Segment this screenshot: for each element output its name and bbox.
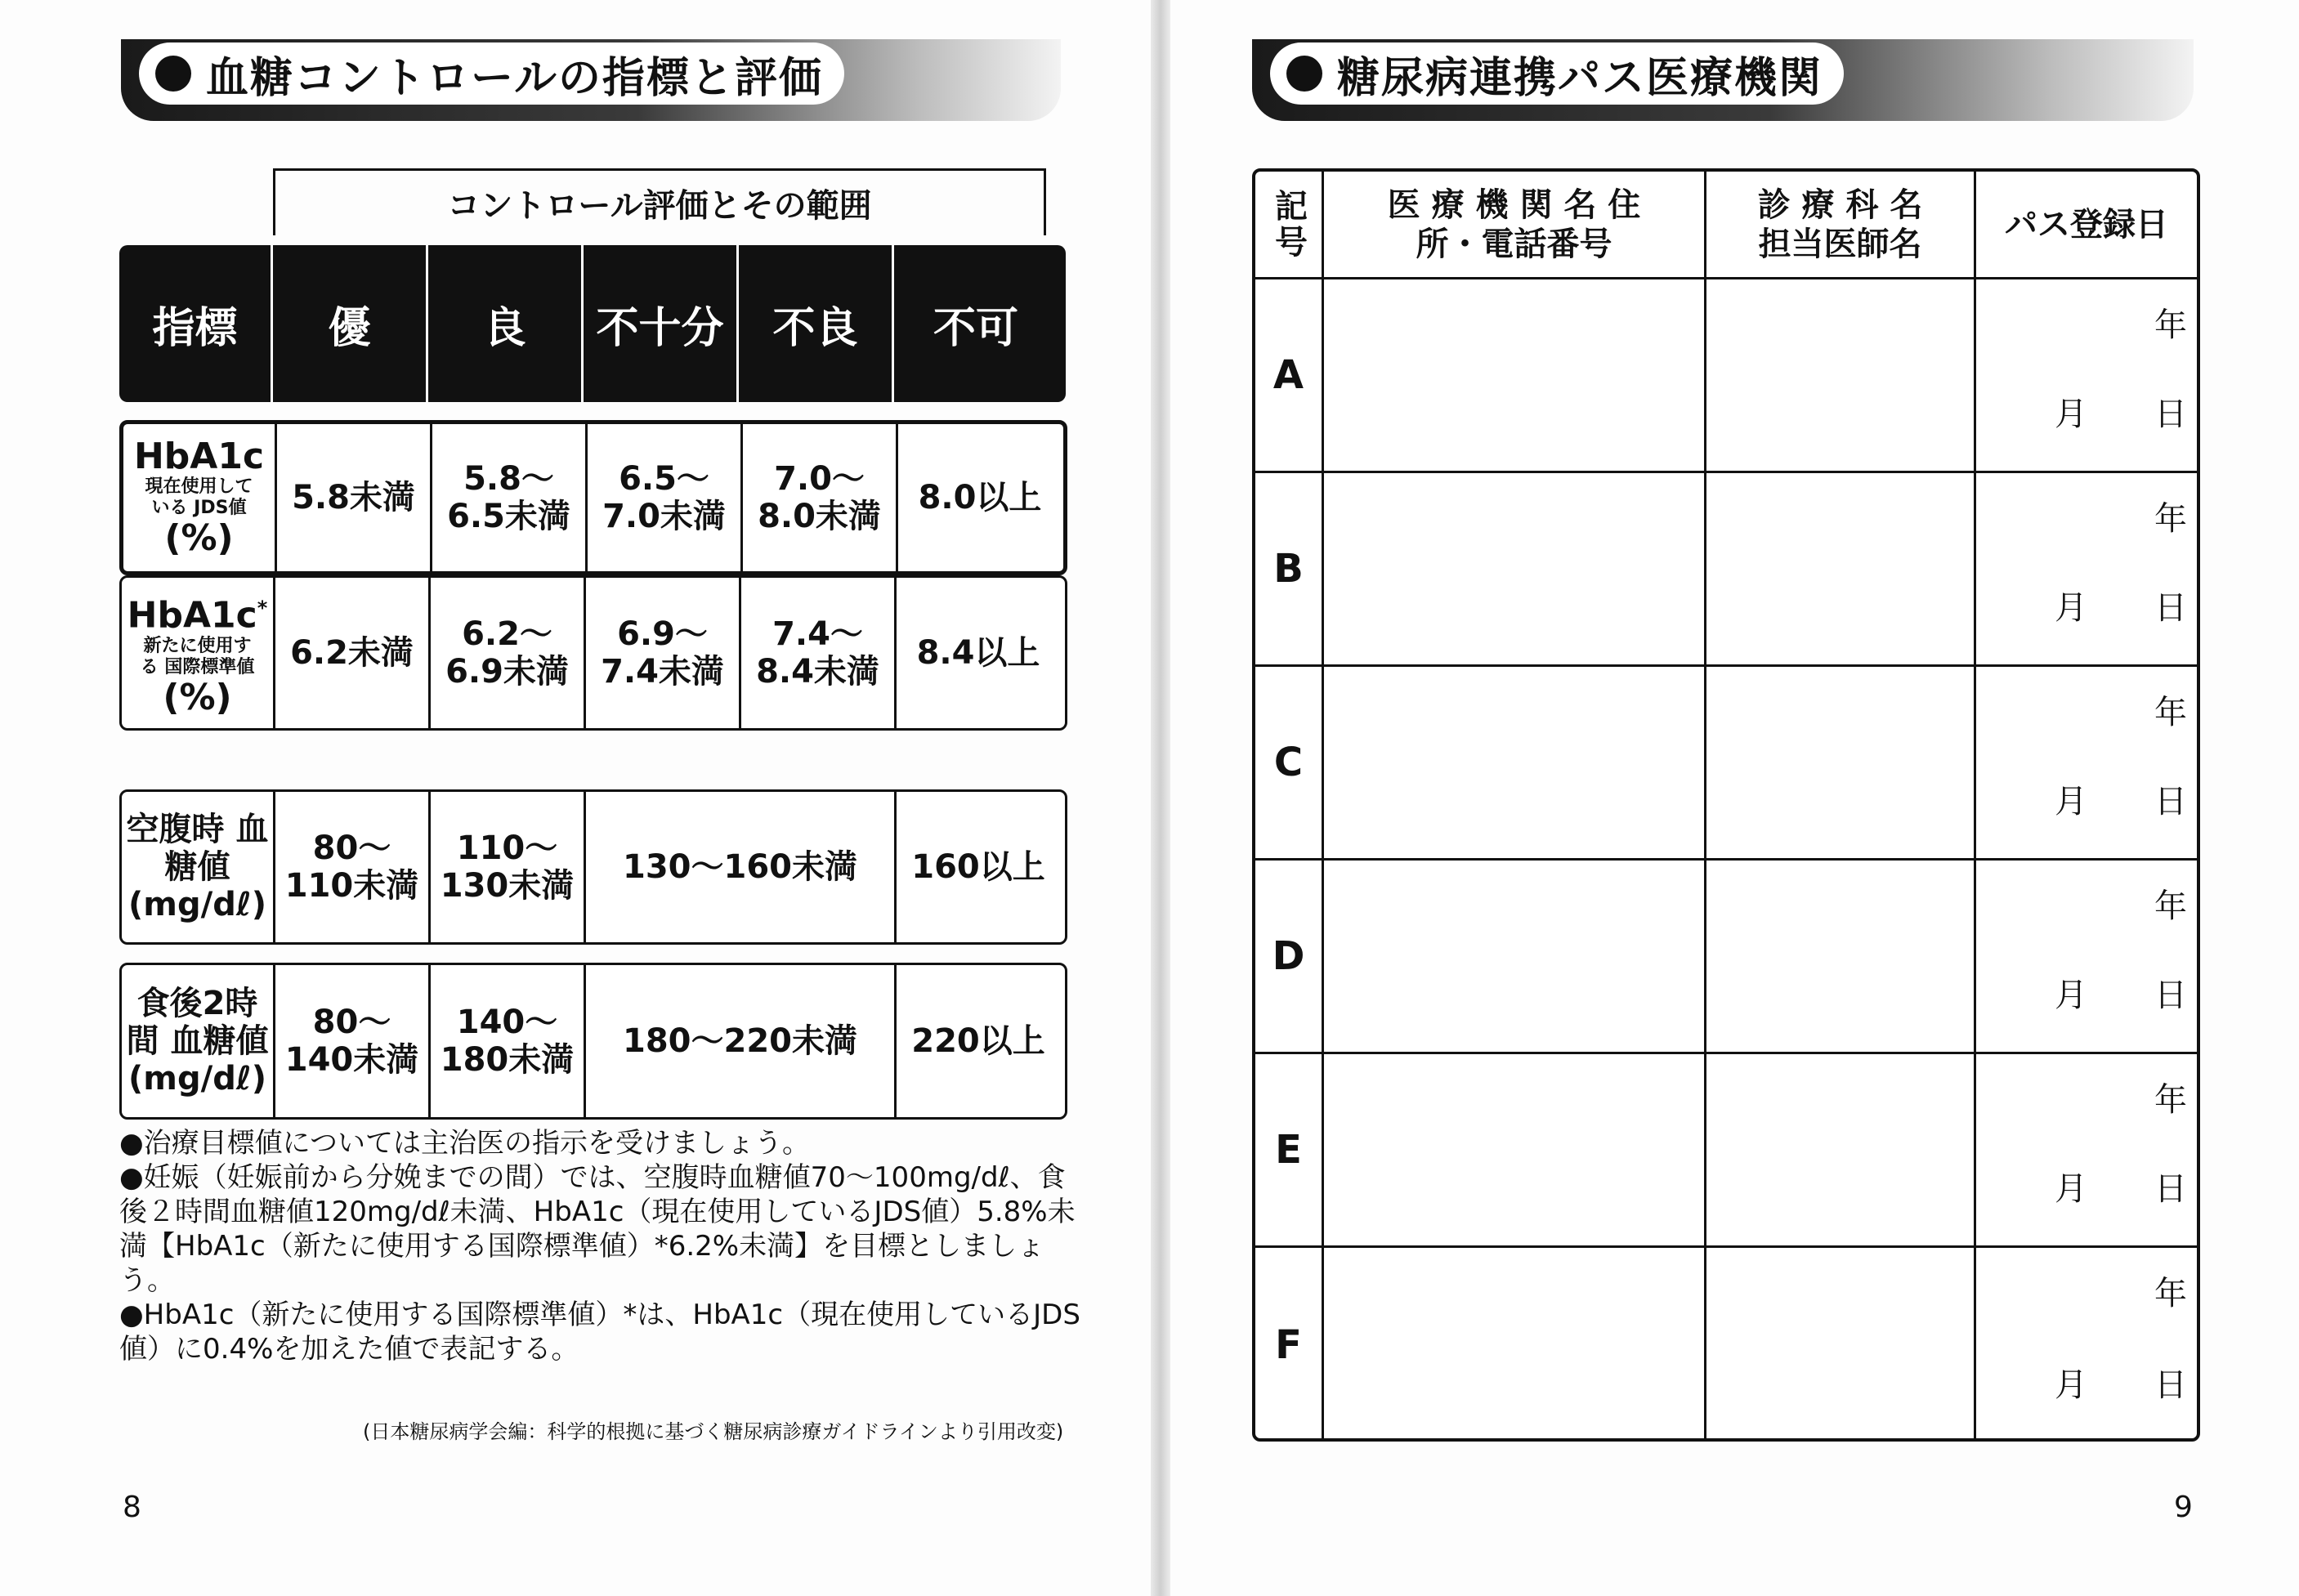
row-code: A — [1255, 279, 1324, 471]
table-cell: 220以上 — [911, 1022, 1045, 1060]
registered-date-field[interactable]: 年 月 日 — [2055, 1081, 2187, 1208]
table-cell: 80〜 140未満 — [275, 965, 431, 1117]
book-gutter — [1151, 0, 1170, 1596]
hba1c-jds-row — [119, 420, 1067, 575]
registered-date-field[interactable]: 年 月 日 — [2055, 1275, 2187, 1404]
row-code: D — [1255, 861, 1324, 1052]
table-cell: 7.4〜 8.4未満 — [741, 578, 897, 728]
row-code: B — [1255, 473, 1324, 664]
fasting-glucose-row — [119, 789, 1067, 945]
department-field[interactable] — [1706, 1248, 1976, 1442]
postmeal-glucose-row — [119, 963, 1067, 1120]
table-cell: 6.5〜 7.0未満 — [588, 424, 743, 571]
postmeal-glucose-label: 食後2時間 血糖値 (mg/dℓ) — [122, 965, 275, 1117]
hba1c-intl-label: HbA1c* 新たに使用する 国際標準値 (%) — [122, 578, 275, 728]
department-field[interactable] — [1706, 1054, 1976, 1245]
table-cell: 110〜 130未満 — [431, 792, 586, 942]
col-poor: 不良 — [739, 245, 894, 402]
col-indicator: 指標 — [119, 245, 273, 402]
col-good: 良 — [428, 245, 584, 402]
table-cell: 5.8未満 — [277, 424, 432, 571]
registered-date-field[interactable]: 年 月 日 — [2055, 694, 2187, 820]
page-number-right: 9 — [2174, 1491, 2193, 1524]
control-range-header: コントロール評価とその範囲 — [273, 168, 1046, 235]
col-excellent: 優 — [273, 245, 428, 402]
note-item: ●HbA1c（新たに使用する国際標準値）*は、HbA1c（現在使用しているJDS値）に0.4%を加えた値で表記する。 — [119, 1299, 1080, 1366]
table-cell: 180〜220未満 — [586, 965, 897, 1117]
table-cell: 6.9〜 7.4未満 — [586, 578, 741, 728]
fasting-glucose-label: 空腹時 血糖値 (mg/dℓ) — [122, 792, 275, 942]
left-title-bar — [121, 39, 1061, 121]
right-title-bar — [1252, 39, 2194, 121]
title-bullet-icon — [155, 56, 191, 92]
institution-field[interactable] — [1324, 473, 1706, 664]
row-code: C — [1255, 667, 1324, 858]
institution-field[interactable] — [1324, 667, 1706, 858]
registered-date-field[interactable]: 年 月 日 — [2055, 306, 2187, 433]
left-page-title: 血糖コントロールの指標と評価 — [206, 53, 823, 103]
table-cell: 160以上 — [911, 848, 1045, 886]
institution-row-e — [1255, 1054, 2197, 1248]
note-item: ●妊娠（妊娠前から分娩までの間）では、空腹時血糖値70〜100mg/dℓ、食後２時間血糖値120mg/dℓ未満、HbA1c（現在使用しているJDS値）5.8%未満【HbA1c（新たに使用する国際標準値）*6.2%未満】を目標としましょう。 — [119, 1161, 1076, 1297]
institution-field[interactable] — [1324, 279, 1706, 471]
registered-date-header: パス登録日 — [2005, 205, 2168, 244]
registered-date-field[interactable]: 年 月 日 — [2055, 500, 2187, 627]
institution-row-c — [1255, 667, 2197, 861]
table-cell: 8.4以上 — [916, 634, 1040, 672]
institution-row-b — [1255, 473, 2197, 667]
table-cell: 5.8〜 6.5未満 — [432, 424, 588, 571]
department-field[interactable] — [1706, 279, 1976, 471]
page-number-left: 8 — [123, 1491, 141, 1524]
institution-header: 医 療 機 関 名 住所・電話番号 — [1324, 172, 1706, 277]
institution-header-row — [1255, 172, 2197, 279]
department-field[interactable] — [1706, 473, 1976, 664]
table-cell: 130〜160未満 — [586, 792, 897, 942]
col-unacceptable: 不可 — [933, 303, 1018, 353]
institution-row-a — [1255, 279, 2197, 473]
registered-date-field[interactable]: 年 月 日 — [2055, 887, 2187, 1014]
table-cell: 8.0以上 — [918, 479, 1042, 516]
institution-row-d — [1255, 861, 2197, 1054]
hba1c-intl-row — [119, 575, 1067, 731]
table-cell: 140〜 180未満 — [431, 965, 586, 1117]
table-cell: 80〜 110未満 — [275, 792, 431, 942]
row-code: E — [1255, 1054, 1324, 1245]
table-cell: 7.0〜 8.0未満 — [743, 424, 898, 571]
institution-row-f — [1255, 1248, 2197, 1442]
institution-field[interactable] — [1324, 1054, 1706, 1245]
table-cell: 6.2未満 — [275, 578, 431, 728]
department-header: 診 療 科 名 担当医師名 — [1706, 172, 1976, 277]
department-field[interactable] — [1706, 667, 1976, 858]
row-code: F — [1255, 1248, 1324, 1442]
col-insufficient: 不十分 — [584, 245, 739, 402]
note-item: ●治療目標値については主治医の指示を受けましょう。 — [119, 1127, 810, 1160]
code-header: 記号 — [1269, 188, 1308, 261]
institution-field[interactable] — [1324, 1248, 1706, 1442]
evaluation-header-row — [119, 245, 1066, 402]
institution-table — [1252, 168, 2200, 1442]
department-field[interactable] — [1706, 861, 1976, 1052]
hba1c-jds-label: HbA1c 現在使用している JDS値 (%) — [123, 424, 277, 571]
table-cell: 6.2〜 6.9未満 — [431, 578, 586, 728]
title-bullet-icon — [1286, 56, 1322, 92]
institution-field[interactable] — [1324, 861, 1706, 1052]
source-citation: (日本糖尿病学会編：科学的根拠に基づく糖尿病診療ガイドラインより引用改変) — [363, 1420, 1064, 1443]
notes — [119, 1126, 1084, 1366]
right-page-title: 糖尿病連携パス医療機関 — [1337, 53, 1823, 103]
